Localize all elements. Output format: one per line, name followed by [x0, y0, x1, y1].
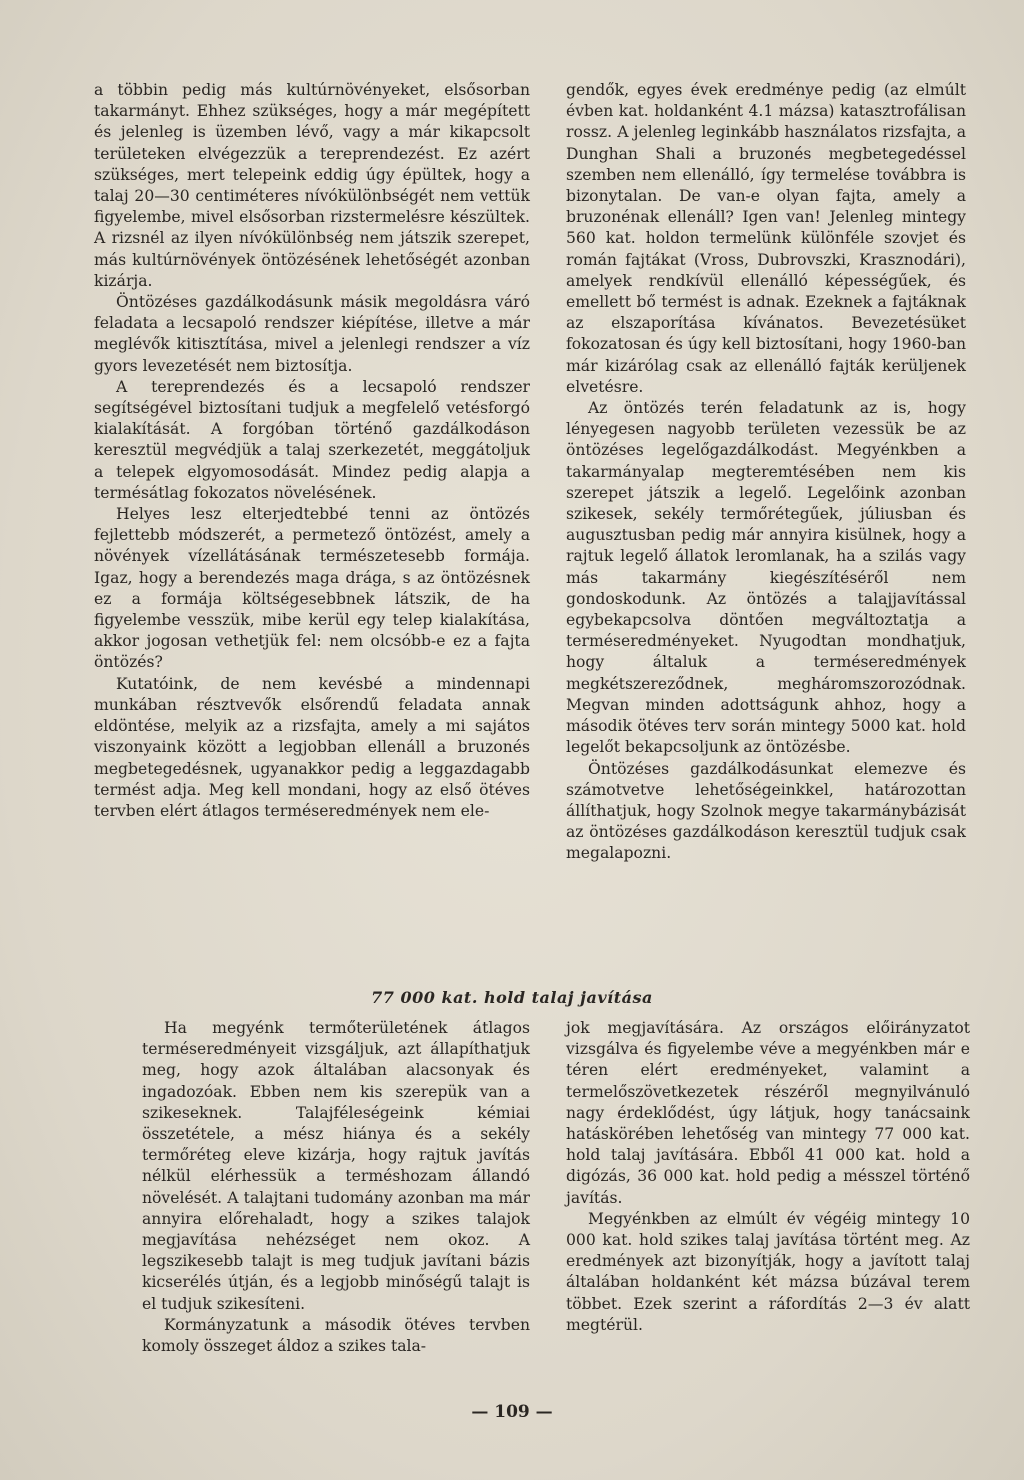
column-bottom-left: [142, 1018, 530, 1357]
paragraph: a többin pedig más kultúrnövényeket, elsősorban takarmányt. Ehhez szükséges, hogy a már megépített és jelenleg is üzemben lévő, vagy a már kikapcsolt területeken elvégezzük a tereprendezést. Ez azért szükséges, mert telepeink eddig úgy épültek, hogy a talaj 20—30 centiméteres nívókülönbségét nem vettük figyelembe, mivel elsősorban rizstermelésre készültek. A rizsnél az ilyen nívókülönbség nem játszik szerepet, más kultúrnövények öntözésének lehetőségét azonban kizárja.: [94, 81, 530, 290]
paragraph: Kormányzatunk a második ötéves tervben komoly összeget áldoz a szikes tala-: [142, 1315, 530, 1356]
paragraph: Kutatóink, de nem kevésbé a mindennapi munkában résztvevők elsőrendű feladata annak eldöntése, melyik az a rizsfajta, amely a mi sajátos viszonyaink között a legjobban ellenáll a bruzonés megbetegedésnek, ugyanakkor pedig a leggazdagabb termést adja. Meg kell mondani, hogy az első ötéves tervben elért átlagos terméseredmények nem ele-: [94, 674, 530, 820]
paragraph: A tereprendezés és a lecsapoló rendszer segítségével biztosítani tudjuk a megfelelő vetésforgó kialakítását. A forgóban történő gazdálkodáson keresztül megvédjük a talaj szerkezetét, meggátoljuk a telepek elgyomosodását. Mindez pedig alapja a termésátlag fokozatos növelésének.: [94, 377, 530, 502]
paragraph: Öntözéses gazdálkodásunkat elemezve és számotvetve lehetőségeinkkel, határozottan állíthatjuk, hogy Szolnok megye takarmánybázisát az öntözéses gazdálkodáson keresztül tudjuk csak megalapozni.: [566, 759, 966, 863]
paragraph: Helyes lesz elterjedtebbé tenni az öntözés fejlettebb módszerét, a permetező öntözést, amely a növények vízellátásának természetesebb formája. Igaz, hogy a berendezés maga drága, s az öntözésnek ez a formája költségesebbnek látszik, de ha figyelembe vesszük, mibe kerül egy telep kialakítása, akkor jogosan vethetjük fel: nem olcsóbb-e ez a fajta öntözés?: [94, 505, 530, 672]
section-heading: 77 000 kat. hold talaj javítása: [371, 988, 653, 1007]
column-top-left: [94, 80, 530, 822]
paragraph: Ha megyénk termőterületének átlagos terméseredményeit vizsgáljuk, azt állapíthatjuk meg, hogy azok általában alacsonyak és ingadozóak. Ebben nem kis szerepük van a szikeseknek. Talajféleségeink kémiai összetétele, a mész hiánya és a sekély termőréteg eleve kizárja, hogy rajtuk javítás nélkül elérhessük a terméshozam állandó növelését. A talajtani tudomány azonban ma már annyira előrehaladt, hogy a szikes talajok megjavítása nehézséget nem okoz. A legszikesebb talajt is meg tudjuk javítani bázis kicserélés útján, és a legjobb minőségű talajt is el tudjuk szikesíteni.: [142, 1019, 530, 1313]
paragraph: Az öntözés terén feladatunk az is, hogy lényegesen nagyobb területen vezessük be az öntözéses legelőgazdálkodást. Megyénkben a takarmányalap megteremtésében nem kis szerepet játszik a legelő. Legelőink azonban szikesek, sekély termőrétegűek, júliusban és augusztusban pedig már annyira kisülnek, hogy a rajtuk legelő állatok leromlanak, ha a szilás vagy más takarmány kiegészítéséről nem gondoskodunk. Az öntözés a talajjavítással egybekapcsolva döntően megváltoztatja a terméseredményeket. Nyugodtan mondhatjuk, hogy általuk a terméseredmények megkétszereződnek, megháromszorozódnak. Megvan minden adottságunk ahhoz, hogy a második ötéves terv során mintegy 5000 kat. hold legelőt bekapcsoljunk az öntözésbe.: [566, 399, 966, 757]
column-top-right: [566, 80, 966, 865]
column-bottom-right: [566, 1018, 970, 1336]
paragraph: Öntözéses gazdálkodásunk másik megoldásra váró feladata a lecsapoló rendszer kiépítése, illetve a már meglévők kitisztítása, mivel a jelenlegi rendszer a víz gyors levezetését nem biztosítja.: [94, 293, 530, 375]
paragraph: Megyénkben az elmúlt év végéig mintegy 10 000 kat. hold szikes talaj javítása történt meg. Az eredmények azt bizonyítják, hogy a javított talaj általában holdanként két mázsa búzával terem többet. Ezek szerint a ráfordítás 2—3 év alatt megtérül.: [566, 1209, 970, 1334]
page-number: — 109 —: [471, 1402, 553, 1422]
paragraph: gendők, egyes évek eredménye pedig (az elmúlt évben kat. holdanként 4.1 mázsa) katasztrofálisan rossz. A jelenleg leginkább használatos rizsfajta, a Dunghan Shali a bruzonés megbetegedéssel szemben nem ellenálló, így termelése továbbra is bizonytalan. De van-e olyan fajta, amely a bruzonénak ellenáll? Igen van! Jelenleg mintegy 560 kat. holdon termelünk különféle szovjet és román fajtákat (Vross, Dubrovszki, Krasznodári), amelyek rendkívül ellenálló képességűek, és emellett bő termést is adnak. Ezeknek a fajtáknak az elszaporítása kívánatos. Bevezetésüket fokozatosan és úgy kell biztosítani, hogy 1960-ban már kizárólag csak az ellenálló fajták kerüljenek elvetésre.: [566, 81, 966, 396]
paragraph: jok megjavítására. Az országos előirányzatot vizsgálva és figyelembe véve a megyénkben már e téren elért eredményeket, valamint a termelőszövetkezetek részéről megnyilvánuló nagy érdeklődést, úgy látjuk, hogy tanácsaink hatáskörében lehetőség van mintegy 77 000 kat. hold talaj javítására. Ebből 41 000 kat. hold a digózás, 36 000 kat. hold pedig a mésszel történő javítás.: [566, 1019, 970, 1207]
